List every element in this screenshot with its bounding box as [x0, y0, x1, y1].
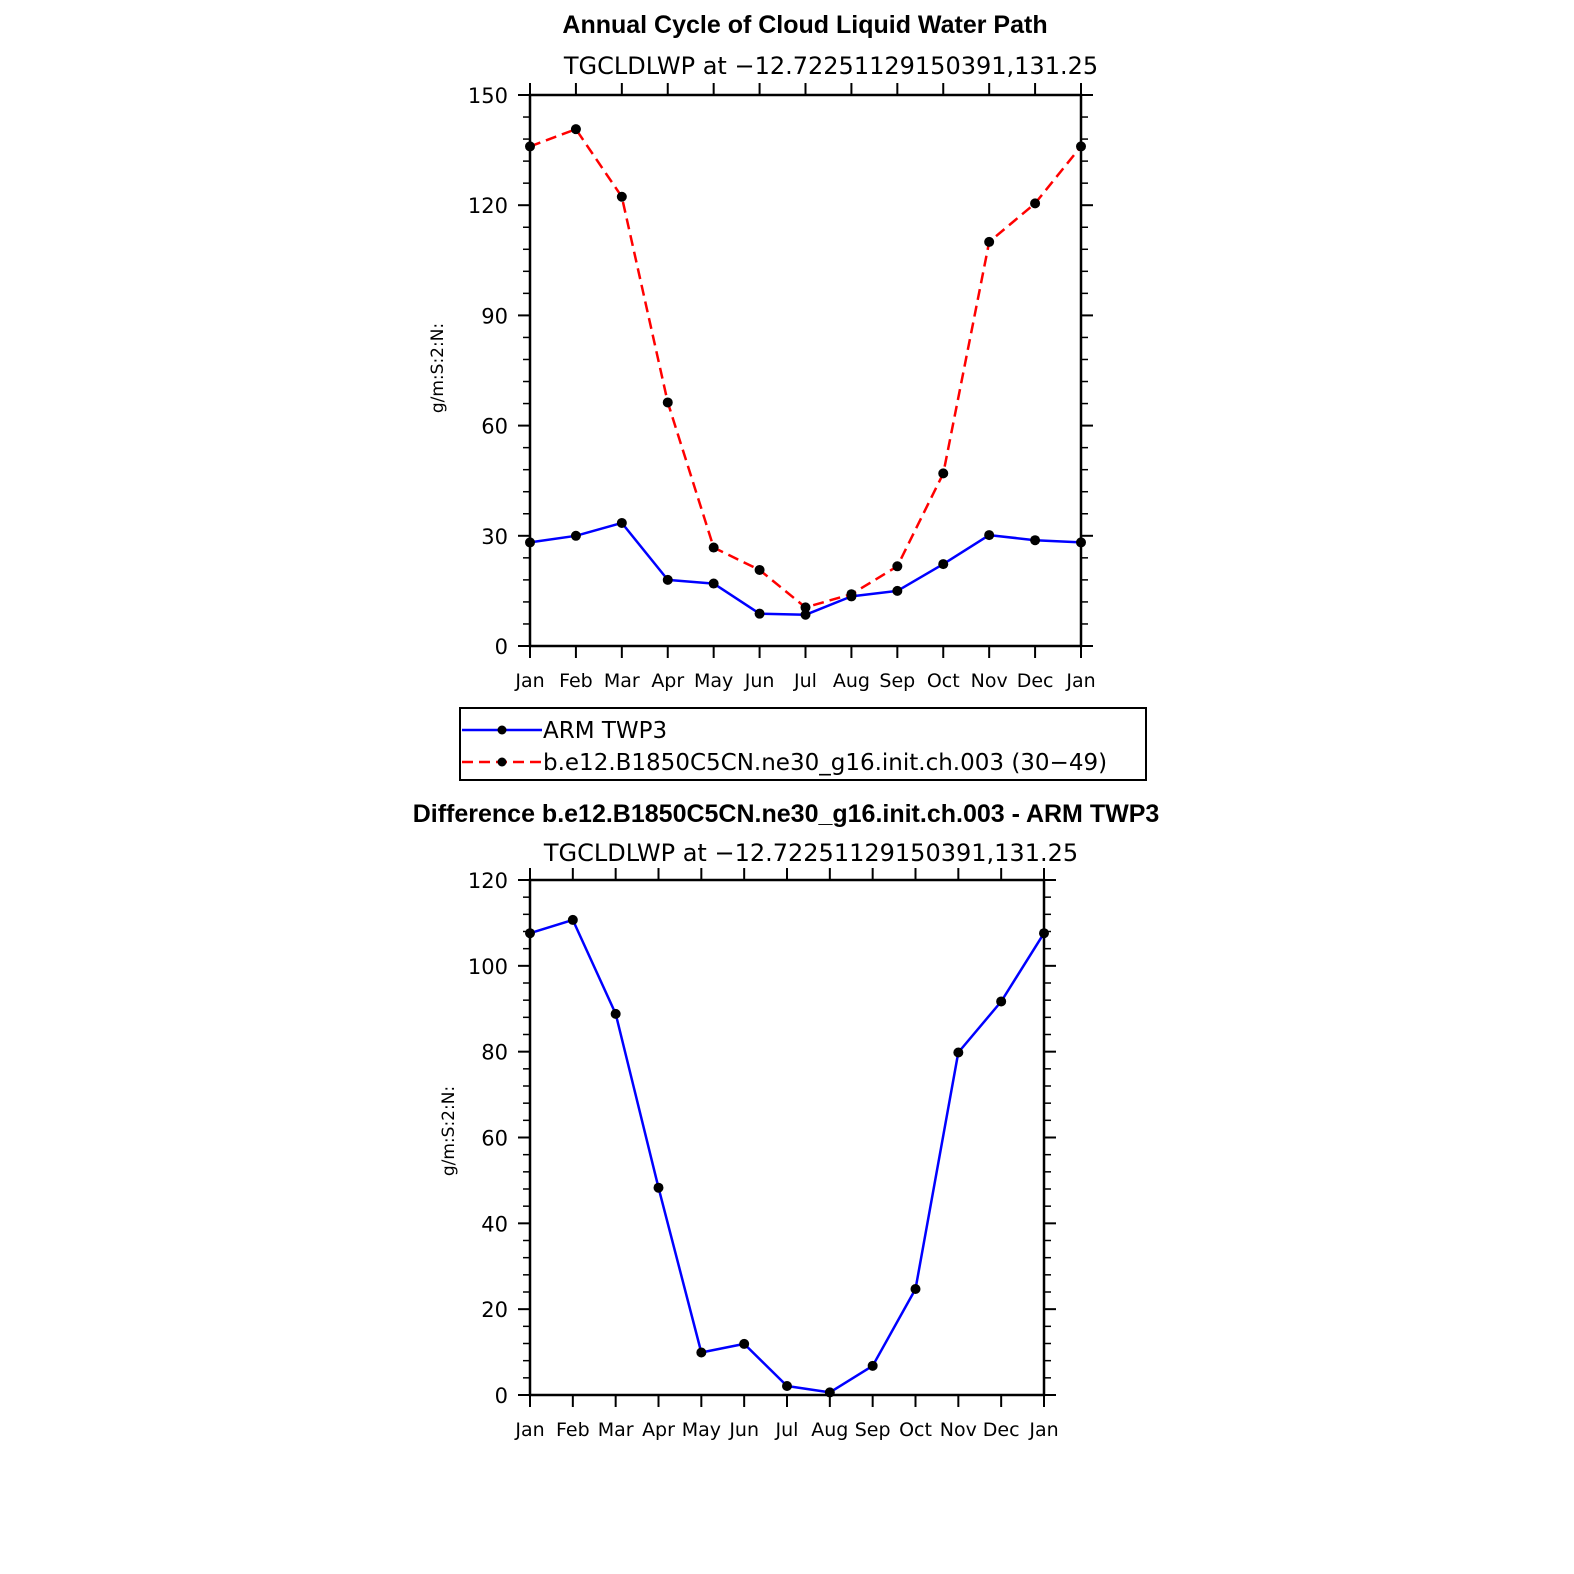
chart1-series	[525, 124, 1086, 620]
chart1-x-tick-label: Mar	[603, 670, 640, 692]
chart1-series-0-point	[571, 531, 581, 541]
chart1-x-tick-label: Feb	[559, 670, 593, 692]
chart1-series-1-point	[663, 397, 673, 407]
chart2-series-0-point	[1039, 928, 1049, 938]
chart1-series-0-point	[525, 537, 535, 547]
chart1-series-1-point	[525, 141, 535, 151]
chart2-x-tick-label: Aug	[811, 1419, 849, 1441]
chart2-series-0-line	[530, 920, 1044, 1393]
chart1-series-1-point	[938, 468, 948, 478]
chart1-y-tick-label: 60	[481, 414, 508, 439]
chart2-y-tick-label: 0	[494, 1384, 508, 1408]
chart2-y-tick-label: 120	[467, 869, 508, 893]
chart2-y-tick-label: 60	[481, 1126, 508, 1151]
chart1-series-1-point	[984, 237, 994, 247]
chart1-x-tick-label: Jun	[744, 670, 775, 692]
chart1-x-tick-label: Jan	[515, 670, 545, 692]
chart1-series-0-point	[1076, 537, 1086, 547]
chart1-x-tick-label: Dec	[1016, 670, 1054, 692]
chart1-y-axis-label: g/m:S:2:N:	[428, 322, 448, 414]
chart1-x-tick-label: Apr	[651, 670, 685, 692]
chart1-series-1-point	[709, 543, 719, 553]
legend-marker-arm-twp3	[498, 726, 507, 735]
chart2-series-0-point	[825, 1387, 835, 1397]
chart1-x-tick-label: May	[694, 670, 734, 692]
chart1-title: Annual Cycle of Cloud Liquid Water Path	[562, 11, 1048, 39]
chart2-series-0-point	[525, 928, 535, 938]
chart2-y-tick-label: 80	[481, 1040, 508, 1065]
chart2-series-0-point	[782, 1381, 792, 1391]
chart1-x-tick-label: Aug	[832, 670, 870, 692]
chart1-series-0-line	[530, 523, 1081, 615]
chart1-x-tick-label: Jul	[794, 670, 817, 692]
chart2-x-tick-label: Sep	[854, 1419, 891, 1441]
chart2-y-tick-label: 100	[467, 954, 508, 979]
chart2-series-0-point	[568, 915, 578, 925]
chart2-y-axis-label: g/m:S:2:N:	[439, 1085, 459, 1177]
chart2-x-tick-label: Feb	[556, 1419, 590, 1441]
chart1-series-0-point	[938, 559, 948, 569]
chart2-series-0-point	[953, 1048, 963, 1058]
chart2-series-0-point	[868, 1361, 878, 1371]
chart1-series-0-point	[755, 609, 765, 619]
legend-marker-model	[498, 758, 507, 767]
chart1-series-0-point	[1030, 535, 1040, 545]
chart1-y-tick-label: 0	[494, 635, 508, 659]
chart1-series-1-point	[571, 124, 581, 134]
chart1-legend	[460, 708, 1146, 780]
chart2-title: Difference b.e12.B1850C5CN.ne30_g16.init.ch.003 - ARM TWP3	[412, 800, 1160, 828]
chart1-x-tick-label: Nov	[970, 670, 1008, 692]
chart1-series-1-point	[1076, 141, 1086, 151]
chart2-axes	[468, 868, 1059, 1441]
chart2-x-tick-label: Jan	[1029, 1419, 1059, 1441]
chart1-y-tick-label: 90	[481, 304, 508, 329]
legend-label-model: b.e12.B1850C5CN.ne30_g16.init.ch.003 (30−49)	[543, 750, 1108, 776]
chart2-y-tick-label: 40	[481, 1212, 508, 1237]
chart2-x-tick-label: Jun	[729, 1419, 760, 1441]
chart1-plot-frame	[530, 95, 1081, 646]
chart2-subtitle: TGCLDLWP at −12.72251129150391,131.25	[543, 839, 1079, 867]
chart2-series	[525, 915, 1049, 1398]
chart1-series-1-point	[846, 589, 856, 599]
chart2-x-tick-label: Mar	[597, 1419, 634, 1441]
chart1-series-0-point	[663, 575, 673, 585]
chart2-series-0-point	[996, 996, 1006, 1006]
chart2-series-0-point	[696, 1348, 706, 1358]
chart1-series-0-point	[709, 579, 719, 589]
chart2-x-tick-label: May	[681, 1419, 721, 1441]
chart1-series-0-point	[984, 530, 994, 540]
chart1-x-tick-label: Jan	[1066, 670, 1096, 692]
chart2-x-tick-label: Dec	[982, 1419, 1020, 1441]
annual-cycle-panel	[428, 11, 1098, 692]
chart1-y-tick-label: 30	[481, 524, 508, 549]
chart1-y-tick-label: 120	[467, 194, 508, 219]
chart2-x-tick-label: Nov	[939, 1419, 977, 1441]
chart1-series-1-point	[617, 192, 627, 202]
chart1-x-tick-label: Oct	[926, 670, 960, 692]
chart1-y-tick-label: 150	[467, 84, 508, 108]
chart2-x-tick-label: Jan	[515, 1419, 545, 1441]
chart1-x-tick-label: Sep	[879, 670, 916, 692]
chart2-x-tick-label: Jul	[775, 1419, 799, 1441]
chart2-y-tick-label: 20	[481, 1298, 508, 1323]
legend-label-arm-twp3: ARM TWP3	[543, 718, 668, 744]
difference-panel	[413, 800, 1160, 1441]
chart1-axes	[468, 83, 1096, 692]
chart1-series-0-point	[617, 518, 627, 528]
chart2-series-0-point	[611, 1009, 621, 1019]
chart1-series-1-point	[1030, 198, 1040, 208]
chart1-series-1-point	[801, 602, 811, 612]
chart1-subtitle: TGCLDLWP at −12.72251129150391,131.25	[563, 52, 1099, 80]
chart2-x-tick-label: Oct	[899, 1419, 932, 1441]
chart1-series-1-point	[892, 561, 902, 571]
chart2-x-tick-label: Apr	[642, 1419, 675, 1441]
chart1-series-1-point	[755, 565, 765, 575]
chart2-series-0-point	[911, 1284, 921, 1294]
chart2-series-0-point	[739, 1339, 749, 1349]
chart2-series-0-point	[654, 1183, 664, 1193]
chart1-series-0-point	[892, 586, 902, 596]
chart2-plot-frame	[530, 880, 1044, 1395]
